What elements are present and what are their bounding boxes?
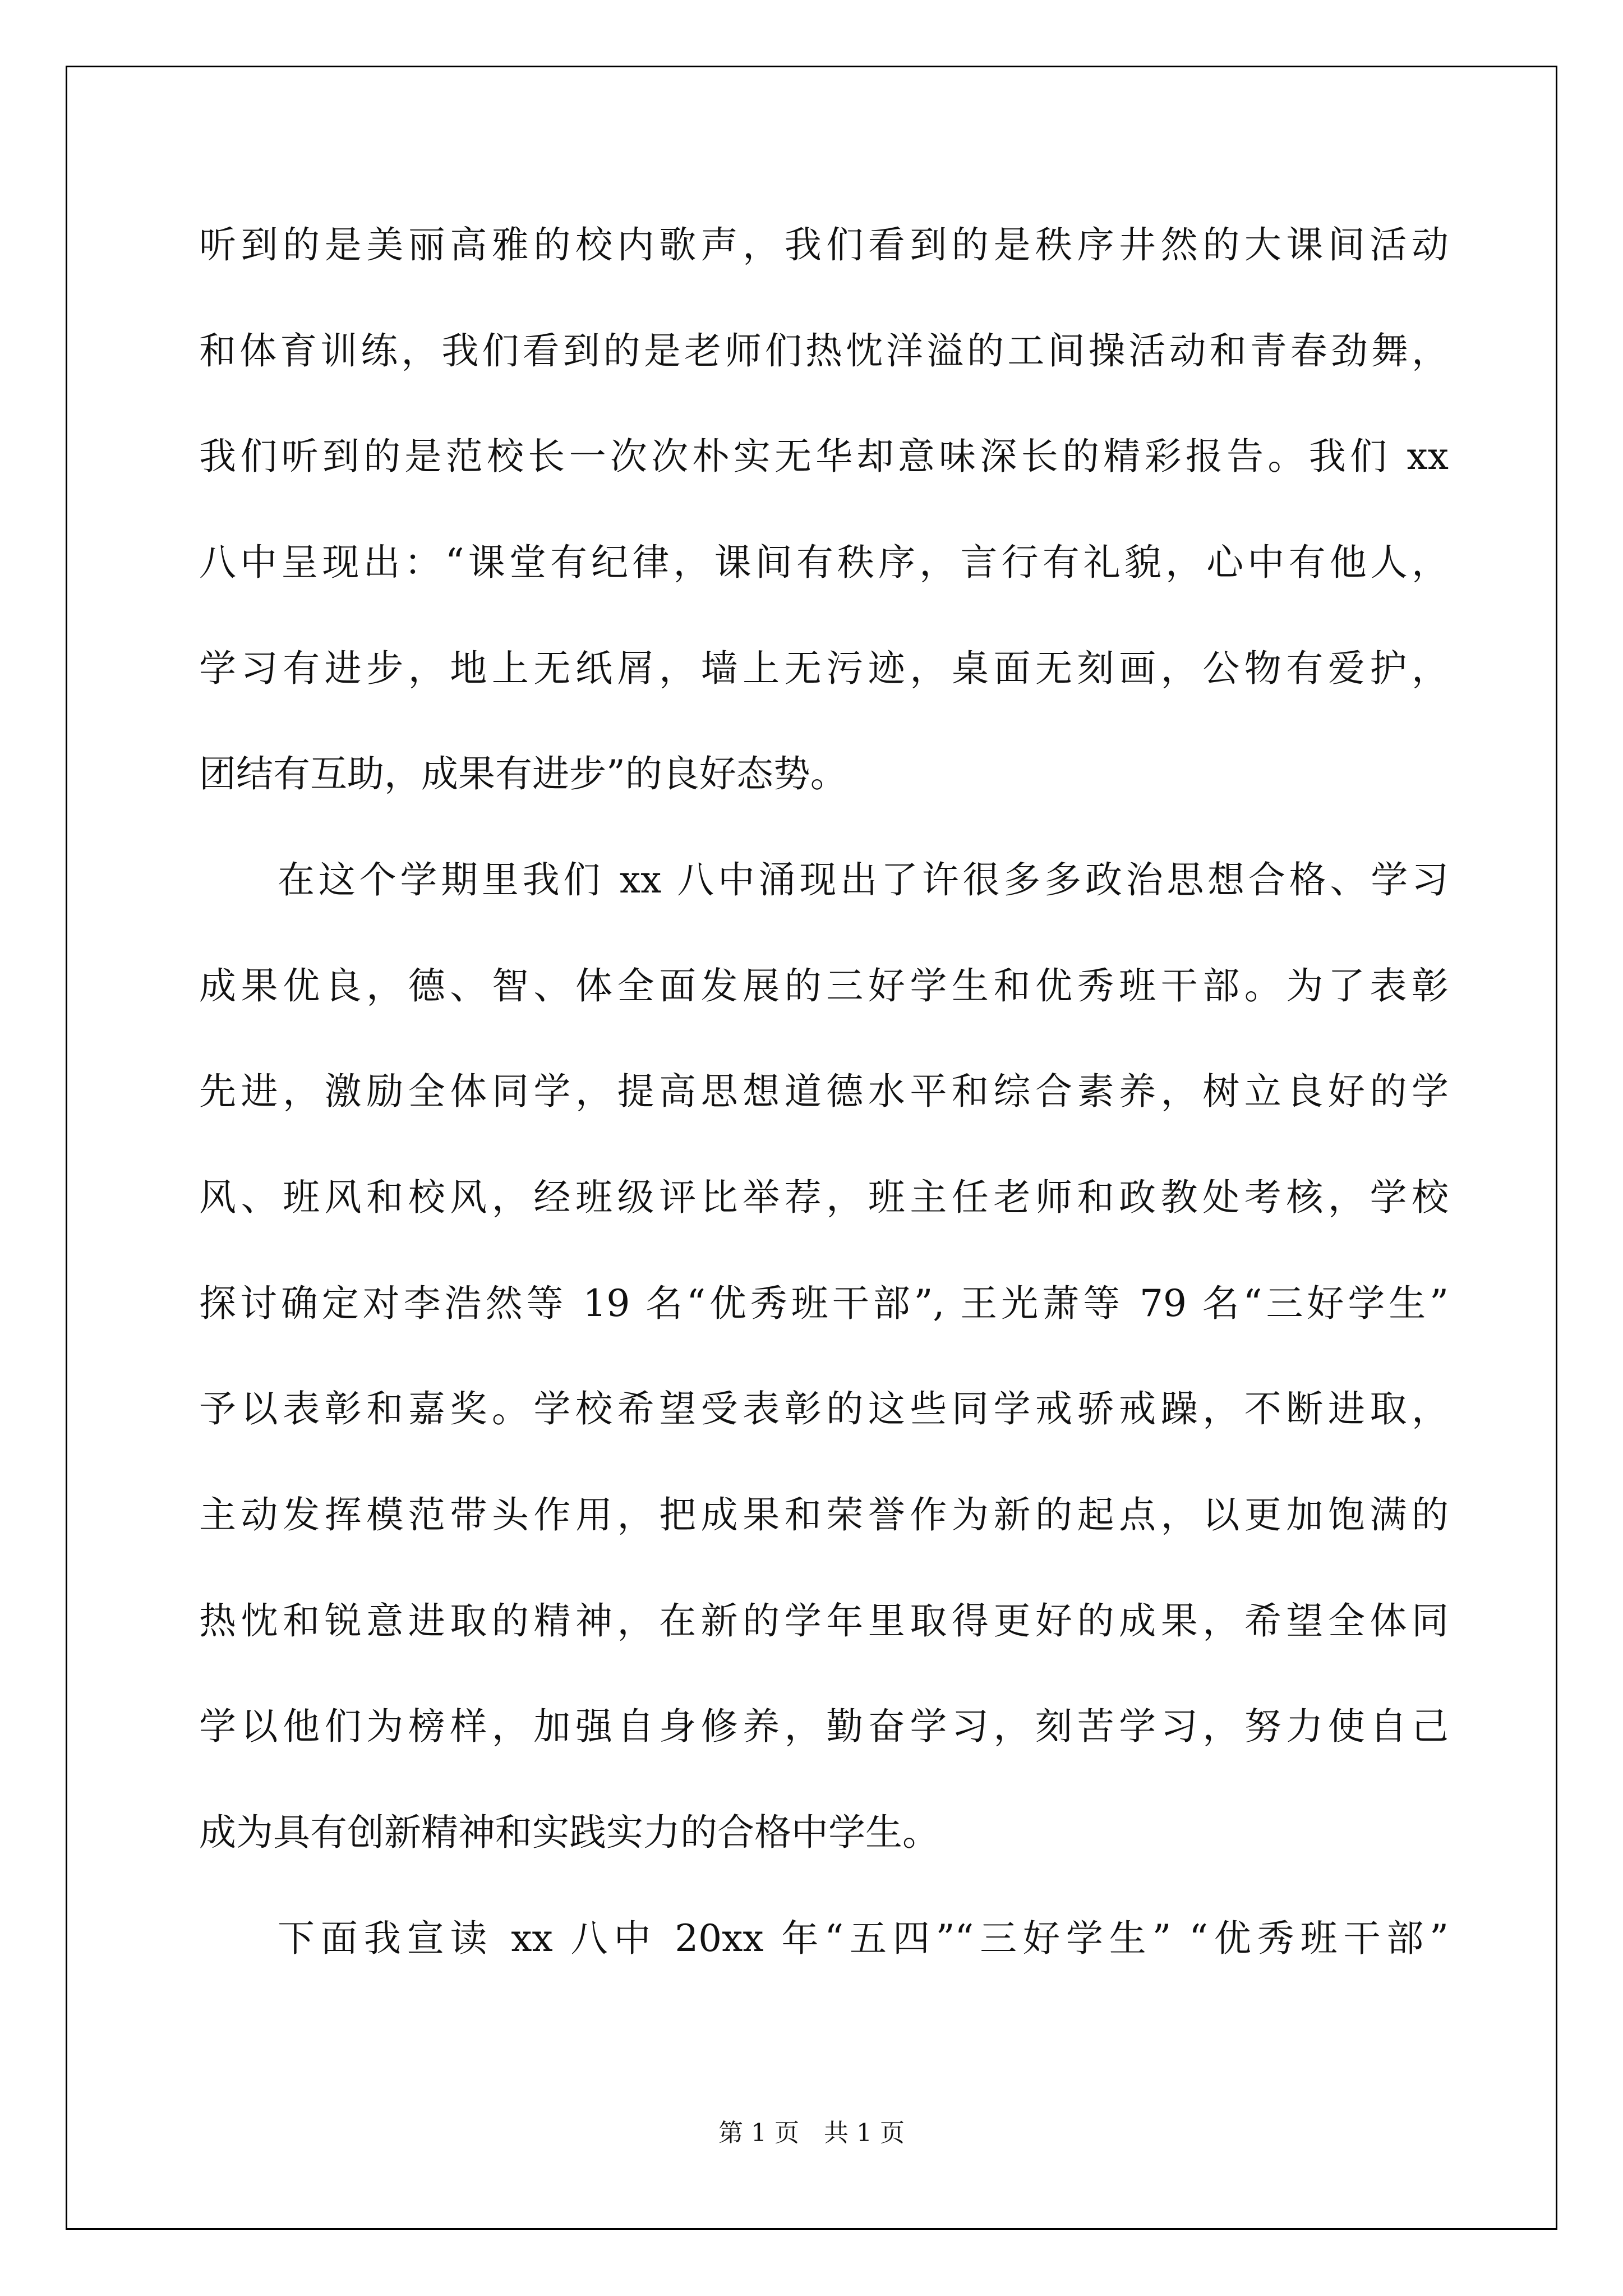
text-line: 我们听到的是范校长一次次朴实无华却意味深长的精彩报告。我们 xx <box>199 435 1449 478</box>
text-line: 予以表彰和嘉奖。学校希望受表彰的这些同学戒骄戒躁，不断进取， <box>199 1387 1449 1430</box>
text-line: 风、班风和校风，经班级评比举荐，班主任老师和政教处考核，学校 <box>199 1176 1449 1219</box>
text-line: 探讨确定对李浩然等 19 名“优秀班干部”, 王光萧等 79 名“三好学生” <box>199 1282 1449 1325</box>
text-line: 听到的是美丽高雅的校内歌声，我们看到的是秩序井然的大课间活动 <box>199 223 1449 266</box>
text-line: 下面我宣读 xx 八中 20xx 年“五四”“三好学生” “优秀班干部” <box>278 1917 1449 1960</box>
text-line: 团结有互助，成果有进步”的良好态势。 <box>199 752 847 795</box>
text-line: 成为具有创新精神和实践实力的合格中学生。 <box>199 1811 939 1854</box>
text-line: 在这个学期里我们 xx 八中涌现出了许很多多政治思想合格、学习 <box>278 858 1449 901</box>
text-line: 和体育训练，我们看到的是老师们热忱洋溢的工间操活动和青春劲舞， <box>199 329 1449 372</box>
text-line: 主动发挥模范带头作用，把成果和荣誉作为新的起点，以更加饱满的 <box>199 1493 1449 1536</box>
text-line: 先进，激励全体同学，提高思想道德水平和综合素养，树立良好的学 <box>199 1070 1449 1113</box>
text-line: 学习有进步，地上无纸屑，墙上无污迹，桌面无刻画，公物有爱护， <box>199 647 1449 690</box>
text-line: 八中呈现出：“课堂有纪律，课间有秩序，言行有礼貌，心中有他人， <box>199 541 1449 584</box>
text-line: 成果优良，德、智、体全面发展的三好学生和优秀班干部。为了表彰 <box>199 964 1449 1007</box>
page-border <box>66 66 1557 2230</box>
text-line: 学以他们为榜样，加强自身修养，勤奋学习，刻苦学习，努力使自己 <box>199 1705 1449 1748</box>
page-number-footer: 第 1 页 共 1 页 <box>718 2119 905 2147</box>
text-line: 热忱和锐意进取的精神，在新的学年里取得更好的成果，希望全体同 <box>199 1599 1449 1642</box>
